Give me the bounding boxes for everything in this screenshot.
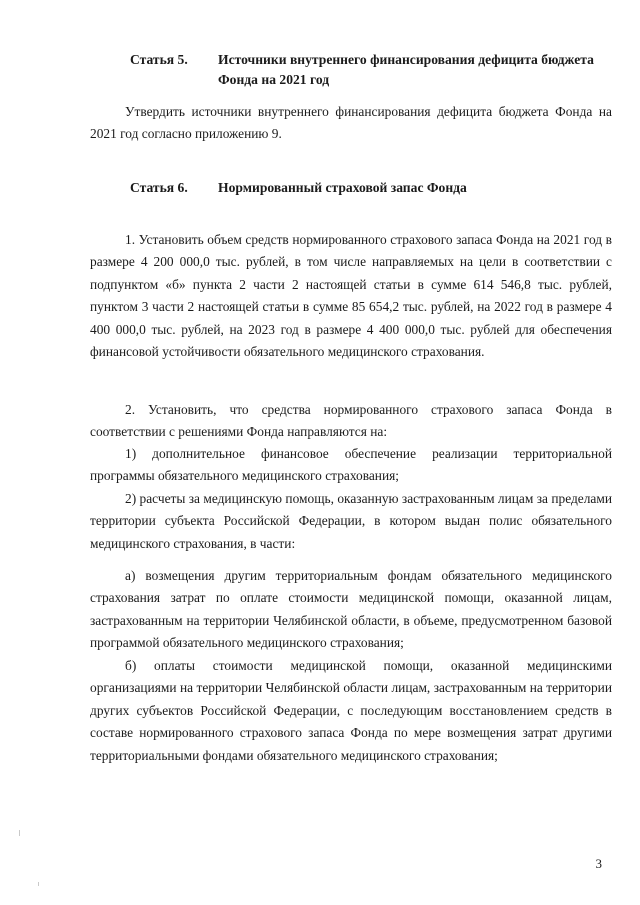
article-5-number: Статья 5. xyxy=(130,52,188,67)
page-number: 3 xyxy=(595,856,602,871)
article-6-title: Нормированный страховой запас Фонда xyxy=(218,180,467,195)
article-5-heading xyxy=(130,50,620,90)
article-6-paragraph-2: 2. Установить, что средства нормированного страхового запаса Фонда в соответствии с решениями Фонда направляются на: xyxy=(90,402,612,440)
article-6-subitem-b: б) оплаты стоимости медицинской помощи, оказанной медицинскими организациями на территории Челябинской области лицам, застрахованным на территории других субъектов Российской Федерации, с последующим восстановлением средств в составе нормированного страхового запаса Фонда по мере возмещения затрат другими территориальными фондами обязательного медицинского страхования; xyxy=(90,658,612,763)
article-6-paragraph-1: 1. Установить объем средств нормированного страхового запаса Фонда на 2021 год в размере 4 200 000,0 тыс. рублей, в том числе направляемых на цели в соответствии с подпунктом «б» пункта 2 части 2 настоящей статьи в сумме 614 546,8 тыс. рублей, пунктом 3 части 2 настоящей статьи в сумме 85 654,2 тыс. рублей, на 2022 год в размере 4 400 000,0 тыс. рублей, на 2023 год в размере 4 400 000,0 тыс. рублей для обеспечения финансовой устойчивости обязательного медицинского страхования. xyxy=(90,232,612,360)
article-6-item-1: 1) дополнительное финансовое обеспечение реализации территориальной программы обязательного медицинского страхования; xyxy=(90,446,612,484)
article-6-heading xyxy=(130,178,620,198)
article-6-subitem-a: а) возмещения другим территориальным фондам обязательного медицинского страхования затрат по оплате стоимости медицинской помощи, оказанной лицам, застрахованным на территории Челябинской области, в объеме, предусмотренном базовой программой обязательного медицинского страхования; xyxy=(90,568,612,651)
article-6-number: Статья 6. xyxy=(130,180,188,195)
article-6-item-2: 2) расчеты за медицинскую помощь, оказанную застрахованным лицам за пределами территории субъекта Российской Федерации, в котором выдан полис обязательного медицинского страхования, в части: xyxy=(90,491,612,551)
scan-speck xyxy=(38,882,39,886)
article-5-text: Утвердить источники внутреннего финансирования дефицита бюджета Фонда на 2021 год согласно приложению 9. xyxy=(90,104,612,142)
scan-speck xyxy=(19,830,20,836)
article-5-title: Источники внутреннего финансирования дефицита бюджета Фонда на 2021 год xyxy=(218,52,594,87)
